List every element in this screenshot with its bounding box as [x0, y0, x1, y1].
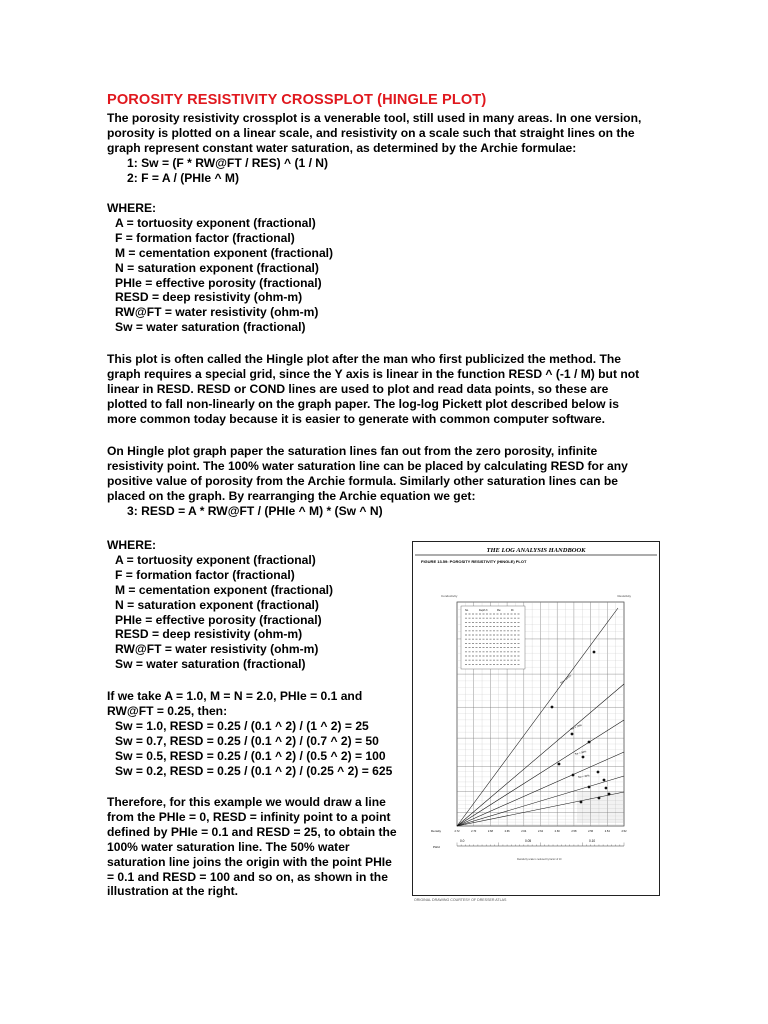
- table-header-depth: Depth ft: [479, 609, 488, 612]
- text-line: placed on the graph. By rearranging the Archie equation we get:: [107, 488, 476, 503]
- where-label: WHERE:: [107, 538, 157, 552]
- data-point: [598, 797, 601, 800]
- density-tick: 2.60: [554, 830, 560, 833]
- text-line: saturation line joins the origin with the point PHIe: [107, 854, 392, 869]
- formula-3: 3: RESD = A * RW@FT / (PHIe ^ M) * (Sw ^ N): [127, 503, 383, 518]
- definition: F = formation factor (fractional): [115, 567, 295, 582]
- sw-label: Sw = 50%: [574, 750, 587, 756]
- density-tick: 2.56: [588, 830, 594, 833]
- text-line: If we take A = 1.0, M = N = 2.0, PHIe = 0.1 and: [107, 689, 363, 703]
- definition: Sw = water saturation (fractional): [115, 320, 306, 335]
- fan-paragraph: [107, 444, 628, 519]
- sw-label: Sw = 30%: [577, 774, 590, 779]
- right-axis-label: Resistivity: [617, 594, 631, 598]
- where-label: WHERE:: [107, 201, 157, 215]
- table-header-rw: Rw: [497, 609, 501, 612]
- figure-header: THE LOG ANALYSIS HANDBOOK: [486, 547, 586, 554]
- density-tick: 2.52: [621, 830, 627, 833]
- definition: RESD = deep resistivity (ohm-m): [115, 627, 303, 642]
- definition: A = tortuosity exponent (fractional): [115, 552, 316, 567]
- text-line: more common today because it is easier to generate with common computer software.: [107, 411, 605, 426]
- definition: M = cementation exponent (fractional): [115, 245, 334, 260]
- text-line: linear in RESD. RESD or COND lines are used to plot and read data points, so these are: [107, 381, 609, 396]
- resistivity-scale-note: Resistivity scale is reduced by factor of 10: [517, 858, 562, 861]
- text-line: On Hingle plot graph paper the saturation lines fan out from the zero porosity, infinite: [107, 444, 598, 458]
- text-line: illustration at the right.: [107, 884, 239, 899]
- table-header-no: No.: [465, 609, 469, 612]
- data-point: [571, 733, 574, 736]
- definition: N = saturation exponent (fractional): [115, 597, 319, 612]
- data-point: [588, 741, 591, 744]
- text-line: = 0.1 and RESD = 100 and so on, as shown in the: [107, 869, 388, 884]
- figure-caption: FIGURE 13.59: POROSITY RESISTIVITY (HINGLE) PLOT: [421, 559, 527, 564]
- conclusion-paragraph: [107, 795, 397, 899]
- example-line: Sw = 0.2, RESD = 0.25 / (0.1 ^ 2) / (0.25 ^ 2) = 625: [115, 763, 393, 778]
- definition: F = formation factor (fractional): [115, 230, 295, 245]
- figure-credit: ORIGINAL DRAWING COURTESY OF DRESSER ATLAS: [414, 898, 507, 902]
- text-line: defined by PHIe = 0.1 and RESD = 25, to obtain the: [107, 824, 397, 839]
- density-tick: 2.70: [471, 830, 477, 833]
- data-point: [580, 801, 583, 804]
- hingle-paragraph: [107, 352, 639, 427]
- density-axis-label: Density: [431, 829, 442, 833]
- data-point: [603, 779, 606, 782]
- density-tick: 2.68: [487, 830, 493, 833]
- example-line: Sw = 0.5, RESD = 0.25 / (0.1 ^ 2) / (0.5 ^ 2) = 100: [115, 748, 386, 763]
- phi-tick: 0.0: [460, 839, 465, 843]
- definition: A = tortuosity exponent (fractional): [115, 215, 316, 230]
- definition: PHIe = effective porosity (fractional): [115, 275, 322, 290]
- text-line: 100% water saturation line. The 50% water: [107, 839, 350, 854]
- definition: Sw = water saturation (fractional): [115, 657, 306, 672]
- text-line: This plot is often called the Hingle plot after the man who first publicized the method. The: [107, 352, 622, 366]
- where-list-1: [107, 201, 333, 335]
- density-ticks: [454, 829, 627, 833]
- example-line: Sw = 0.7, RESD = 0.25 / (0.1 ^ 2) / (0.7 ^ 2) = 50: [115, 733, 379, 748]
- definition: RESD = deep resistivity (ohm-m): [115, 290, 303, 305]
- sample-table: [461, 606, 525, 669]
- data-point: [582, 756, 585, 759]
- density-tick: 2.72: [454, 830, 460, 833]
- text-line: from the PHIe = 0, RESD = infinity point to a point: [107, 809, 391, 824]
- data-point: [551, 706, 554, 709]
- table-header-rt: Rt: [511, 609, 514, 612]
- definition: PHIe = effective porosity (fractional): [115, 612, 322, 627]
- left-axis-label: Conductivity: [441, 594, 458, 598]
- formula-2: 2: F = A / (PHIe ^ M): [127, 170, 239, 185]
- sw-label: Sw = 100%: [559, 674, 573, 685]
- text-line: graph requires a special grid, since the Y axis is linear in the function RESD ^ (-1 / M) but not: [107, 366, 640, 381]
- text-line: RW@FT = 0.25, then:: [107, 703, 228, 718]
- definition: RW@FT = water resistivity (ohm-m): [115, 642, 319, 657]
- data-point: [597, 771, 600, 774]
- density-tick: 2.58: [571, 830, 577, 833]
- density-tick: 2.54: [604, 830, 610, 833]
- text-line: The porosity resistivity crossplot is a venerable tool, still used in many areas. In one version,: [107, 111, 642, 125]
- data-point: [608, 793, 611, 796]
- data-point: [588, 786, 591, 789]
- text-line: Therefore, for this example we would draw a line: [107, 795, 386, 809]
- data-point: [593, 651, 596, 654]
- example-line: Sw = 1.0, RESD = 0.25 / (0.1 ^ 2) / (1 ^ 2) = 25: [115, 718, 369, 733]
- phi-tick: 0.10: [589, 839, 596, 843]
- density-tick: 2.64: [521, 830, 527, 833]
- definition: M = cementation exponent (fractional): [115, 582, 334, 597]
- text-line: porosity is plotted on a linear scale, and resistivity on a scale such that straight lines on the: [107, 125, 635, 140]
- text-line: plotted to fall non-linearly on the graph paper. The log-log Pickett plot described below is: [107, 396, 620, 411]
- phi-axis-label: PHId: [433, 845, 440, 849]
- phi-tick: 0.05: [525, 839, 532, 843]
- intro-paragraph: [107, 111, 641, 186]
- example-paragraph: [107, 689, 392, 778]
- density-tick: 2.62: [537, 830, 544, 833]
- data-point: [558, 763, 561, 766]
- formula-1: 1: Sw = (F * RW@FT / RES) ^ (1 / N): [127, 155, 329, 170]
- density-tick: 2.66: [504, 830, 510, 833]
- hingle-plot-figure: [412, 541, 660, 896]
- definition: RW@FT = water resistivity (ohm-m): [115, 305, 319, 320]
- page-title: POROSITY RESISTIVITY CROSSPLOT (HINGLE PLOT): [107, 92, 487, 108]
- text-line: positive value of porosity from the Archie formula. Similarly other saturation lines can be: [107, 473, 618, 488]
- hingle-plot-svg: [413, 542, 659, 895]
- data-point: [605, 787, 608, 790]
- sw-label: Sw = 70%: [570, 723, 583, 731]
- definition: N = saturation exponent (fractional): [115, 260, 319, 275]
- text-line: graph represent constant water saturation, as determined by the Archie formulae:: [107, 140, 577, 155]
- data-point: [572, 774, 575, 777]
- text-line: resistivity point. The 100% water saturation line can be placed by calculating RESD for any: [107, 458, 628, 473]
- where-list-2: [107, 538, 333, 672]
